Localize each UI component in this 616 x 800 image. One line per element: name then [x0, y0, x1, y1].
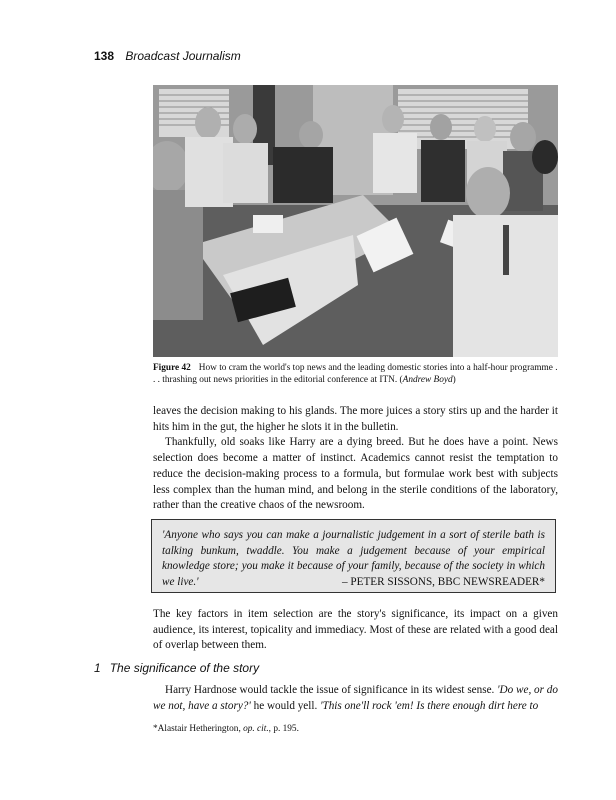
body-text-upper [153, 404, 558, 514]
paragraph: The key factors in item selection are the story's significance, its impact on a given audience, its interest, topicality and immediacy. Most of these are related with a good deal of overlap between them. [153, 608, 558, 652]
footnote-ref: op. cit. [243, 724, 269, 734]
editorial-conference-photo [153, 85, 558, 357]
paragraph-text: Harry Hardnose would tackle the issue of significance in its widest sense. [165, 684, 498, 696]
running-header [94, 49, 241, 63]
quote-attribution: – PETER SISSONS, BBC NEWSREADER* [342, 575, 545, 588]
caption-end: ) [452, 375, 456, 385]
italic-quote: 'This one'll rock 'em! Is there enough dirt here to [320, 699, 539, 712]
section-heading [94, 661, 259, 675]
body-text-section [153, 683, 558, 714]
book-title: Broadcast Journalism [125, 49, 241, 63]
paragraph: leaves the decision making to his glands. The more juices a story stirs up and the harder it hits him in the gut, the higher he slots it in the bulletin. [153, 405, 558, 433]
paragraph-text: he would yell. [250, 699, 321, 712]
figure-caption [153, 362, 558, 386]
footnote-page: , p. 195. [268, 724, 299, 734]
quote-text: 'Anyone who says you can make a journalistic judgement in a sort of sterile bath is talking bunkum, twaddle. You make a judgement because of your empirical knowledge store; you make it because of your family, because of the society in which we live.' [162, 529, 545, 588]
page-number: 138 [94, 49, 115, 63]
body-text-key-factors [153, 607, 558, 654]
section-title: The significance of the story [109, 661, 260, 675]
paragraph: Thankfully, old soaks like Harry are a dying breed. But he does have a point. News selection does become a matter of instinct. Academics cannot resist the temptation to reduce the decision-making process to a formula, but formulae work best with subjects less complex than the human mind, and belong in the sterile conditions of the laboratory, rather than the creative chaos of the newsroom. [153, 436, 558, 512]
figure-label: Figure 42 [153, 363, 191, 373]
footnote [153, 724, 299, 734]
caption-text: How to cram the world's top news and the leading domestic stories into a half-hour programme . . . thrashing out news priorities in the editorial conference at ITN. ( [153, 363, 558, 385]
section-number: 1 [94, 661, 101, 675]
photo-credit: Andrew Boyd [402, 375, 453, 385]
paragraph [153, 683, 558, 714]
footnote-text: *Alastair Hetherington, [153, 724, 244, 734]
pull-quote [151, 519, 556, 593]
italic-quote: 'Do we, or do we not, have a story?' [153, 684, 558, 712]
